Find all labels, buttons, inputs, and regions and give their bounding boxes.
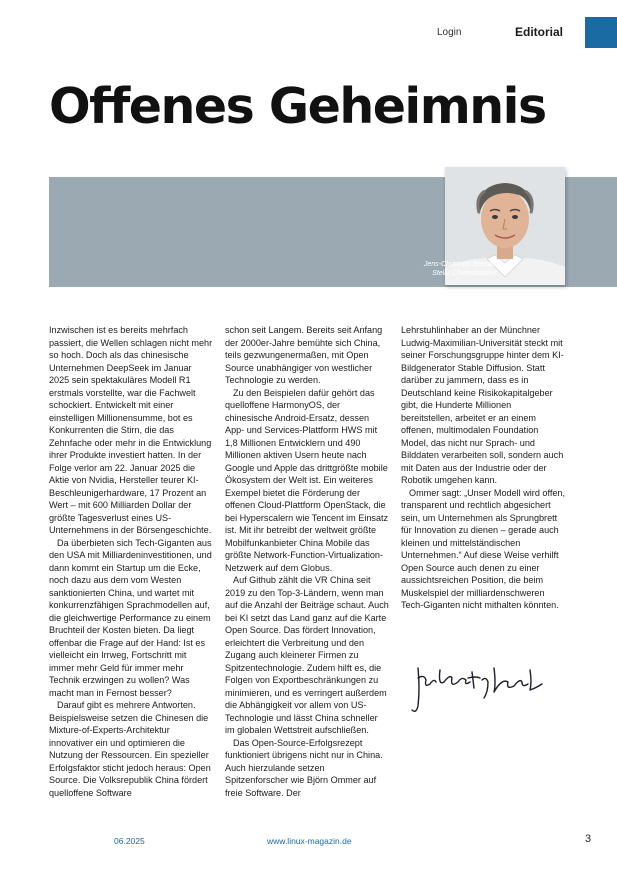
page-number: 3 — [585, 833, 592, 845]
author-signature — [410, 648, 550, 718]
magazine-url[interactable]: www.linux-magazin.de — [267, 836, 352, 846]
paragraph: Das Open-Source-Erfolgsrezept funktioniert übrigens nicht nur in China. Auch hierzulande setzen Spitzenforscher wie Björn Ommer auf freie Software. Der — [225, 737, 383, 798]
author-role: Stellv. Chefredakteur — [432, 270, 497, 278]
login-link[interactable]: Login — [437, 27, 462, 38]
article-column-2 — [225, 324, 389, 799]
author-caption — [424, 260, 497, 279]
article-title: Offenes Geheimnis — [49, 78, 546, 135]
paragraph: Da überbieten sich Tech-Giganten aus den USA mit Milliardeninvestitionen, und dann kommt ein Startup um die Ecke, noch dazu aus dem vom Westen sanktionierten China, und wartet mit konkurrenzfähigen Sprachmodellen auf, die gleichwertige Performance zu einem Bruchteil der Kosten bieten. Da liegt offenbar die Frage auf der Hand: Ist es vielleicht ein Irrweg, Fortschritt mit immer mehr Geld für immer mehr Technik erzwingen zu wollen? Was macht man in Fernost besser? — [49, 537, 212, 698]
article-column-1 — [49, 324, 213, 799]
paragraph: Lehrstuhlinhaber an der Münchner Ludwig-Maximilian-Universität steckt mit seiner Forschungsgruppe hinter dem KI-Bildgenerator Stable Diffusion. Statt darüber zu jammern, dass es in Deutschland keine Risikokapitalgeber gibt, die Hunderte Millionen bereitstellen, arbeitet er an einem offenen, multimodalen Foundation Model, das nicht nur Sprach- und Bilddaten verarbeiten soll, sondern auch mit Daten aus der Industrie oder der Robotik umgehen kann. — [401, 325, 564, 485]
paragraph: Auf Github zählt die VR China seit 2019 zu den Top-3-Ländern, wenn man auf die Anzahl der Beiträge schaut. Auch bei KI setzt das Land ganz auf die Karte Open Source. Das fördert Innovation, erleichtert die Verbreitung und den Zugang auch kleinerer Firmen zu Spitzentechnologie. Zudem hilft es, die Folgen von Exportbeschränkungen zu minimieren, und es verringert außerdem die Abhängigkeit vor allem von US-Technologie und lässt China schneller im globalen Wettstreit aufschließen. — [225, 575, 389, 735]
paragraph: Zu den Beispielen dafür gehört das quelloffene HarmonyOS, der chinesische Android-Ersatz, dessen App- und Services-Plattform HWS mit 1,8 Millionen Entwicklern und 490 Millionen aktiven Usern heute nach Google und Apple das drittgrößte mobile Ökosystem der Welt ist. Ein weiteres Exempel bietet die Förderung der offenen Cloud-Plattform OpenStack, die bei Hyperscalern wie Tencent im Einsatz ist. Mit ihr betreibt der weltweit größte Mobilfunkanbieter China Mobile das größte Network-Function-Virtualization-Netzwerk auf dem Globus. — [225, 387, 389, 573]
paragraph: schon seit Langem. Bereits seit Anfang der 2000er-Jahre bemühte sich China, teils gezwungenermaßen, mit Open Source unabhängiger von westlicher Technologie zu werden. — [225, 325, 383, 385]
section-label: Editorial — [515, 25, 564, 39]
author-banner — [49, 177, 617, 287]
author-name: Jens-Christoph Brendel — [423, 261, 497, 268]
paragraph: Darauf gibt es mehrere Antworten. Beispielsweise setzen die Chinesen die Mixture-of-Experts-Architektur innovativer ein und optimieren die Nutzung der Ressourcen. Ein spezieller Erfolgsfaktor sticht jedoch heraus: Open Source. Die Volksrepublik China fördert quelloffene Software — [49, 700, 211, 798]
paragraph: Inzwischen ist es bereits mehrfach passiert, die Wellen schlagen nicht mehr so hoch. Doch als das chinesische Unternehmen DeepSeek im Januar 2025 sein spektakuläres Modell R1 erstmals vorstellte, war die Fachwelt schockiert. Entwickelt mit einer einstelligen Millionensumme, bot es Konkurrenten die Stirn, die das Zehnfache oder mehr in die Entwicklung ihrer Produkte investiert hatten. In der Folge verlor am 22. Januar 2025 die Aktie von Nvidia, Hersteller teurer KI-Beschleunigerhardware, 17 Prozent an Wert – mit 600 Milliarden Dollar der größte Tagesverlust eines US-Unternehmens in der Börsengeschichte. — [49, 325, 213, 535]
issue-date: 06.2025 — [114, 836, 145, 846]
article-column-3 — [401, 324, 565, 612]
paragraph: Ommer sagt: „Unser Modell wird offen, transparent und rechtlich abgesichert sein, um Unternehmen als Sprungbrett für Innovation zu dienen – gerade auch kleinen und mittelständischen Unternehmen.“ Auf diese Weise verhilft Open Source auch denen zu einer aussichtsreichen Position, die beim Muskelspiel der milliardenschweren Tech-Giganten nicht mithalten könnten. — [401, 487, 565, 610]
section-accent-bar — [585, 17, 617, 48]
